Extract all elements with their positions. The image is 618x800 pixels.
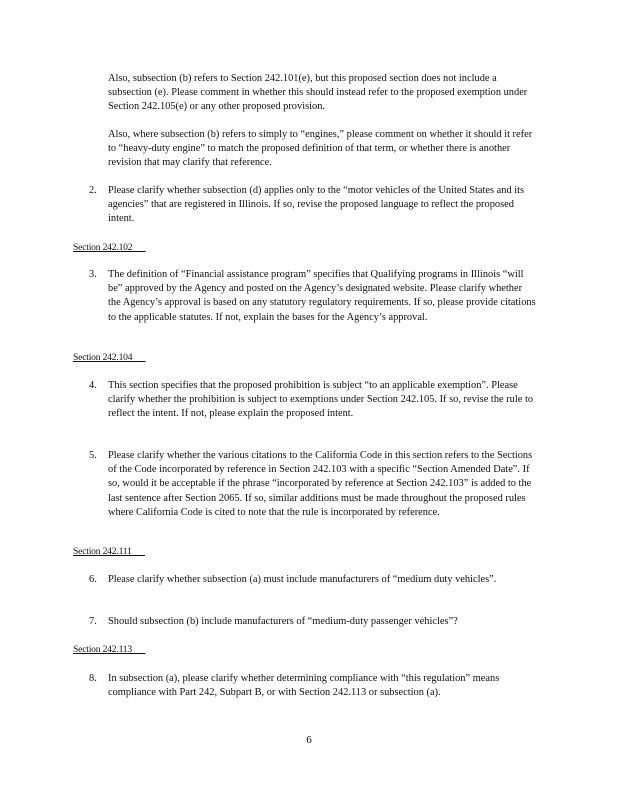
item-number: 3. (89, 269, 97, 280)
list-item (89, 268, 536, 325)
list-item (89, 672, 536, 700)
section-heading: Section 242.111 (73, 546, 132, 557)
intro-paragraph: Also, where subsection (b) refers to simply to “engines,” please comment on whether it should it refer to “heavy-duty engine” to match the proposed definition of that term, or whether there is another revision that may clarify that reference. (108, 129, 533, 169)
item-text: Please clarify whether subsection (a) must include manufacturers of “medium duty vehicles”. (108, 574, 497, 585)
item-number: 4. (89, 380, 97, 391)
item-number: 6. (89, 574, 97, 585)
item-text: Please clarify whether subsection (d) applies only to the “motor vehicles of the United States and its agencies” that are registered in Illinois. If so, revise the proposed language to reflect the proposed intent. (108, 185, 525, 225)
item-number: 7. (89, 616, 97, 627)
list-item (89, 449, 536, 520)
list-item (89, 379, 536, 422)
list-item (89, 184, 536, 227)
intro-paragraph: Also, subsection (b) refers to Section 242.101(e), but this proposed section does not include a subsection (e). Please comment in whether this should instead refer to the proposed exemption under Section 242.105(e) or any other proposed provision. (108, 73, 528, 113)
section-heading: Section 242.104 (73, 352, 133, 363)
section-heading: Section 242.102 (73, 242, 133, 253)
page-number: 6 (306, 734, 312, 746)
item-number: 8. (89, 673, 97, 684)
item-text: Should subsection (b) include manufacturers of “medium-duty passenger vehicles”? (108, 616, 458, 627)
item-text: The definition of “Financial assistance program” specifies that Qualifying programs in Illinois “will be” approved by the Agency and posted on the Agency’s designated website. Please clarify whether the Agency’s approval is based on any statutory regulatory requirements. If so, please provide citations to the applicable statutes. If not, explain the bases for the Agency’s approval. (108, 269, 536, 323)
item-text: In subsection (a), please clarify whether determining compliance with “this regulation” means compliance with Part 242, Subpart B, or with Section 242.113 or subsection (a). (108, 673, 500, 699)
item-number: 5. (89, 450, 97, 461)
item-text: Please clarify whether the various citations to the California Code in this section refers to the Sections of the Code incorporated by reference in Section 242.103 with a specific “Section Amended Date”. If so, would it be acceptable if the phrase “incorporated by reference at Section 242.103” is added to the last sentence after Section 2065. If so, similar additions must be made throughout the proposed rules where California Code is cited to note that the rule is incorporated by reference. (108, 450, 533, 518)
item-text: This section specifies that the proposed prohibition is subject “to an applicable exemption”. Please clarify whether the prohibition is subject to exemptions under Section 242.105. If so, revise the rule to reflect the intent. If not, please explain the proposed intent. (108, 380, 534, 420)
list-item (89, 573, 536, 587)
list-item (89, 615, 536, 629)
section-heading: Section 242.113 (73, 644, 132, 655)
item-number: 2. (89, 185, 97, 196)
